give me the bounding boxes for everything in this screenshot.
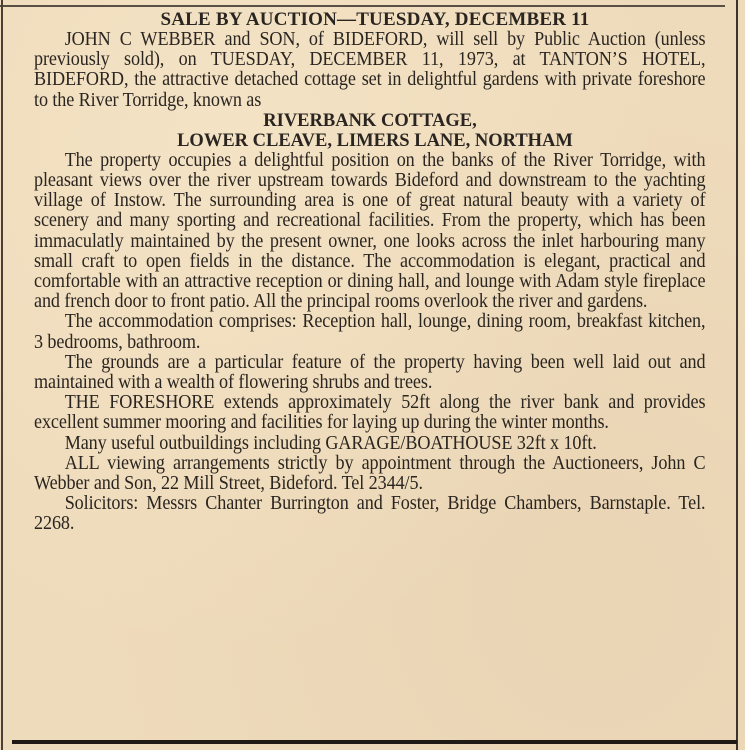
property-name: RIVERBANK COTTAGE, bbox=[263, 110, 477, 131]
left-border-rule bbox=[1, 0, 3, 750]
grounds-paragraph: The grounds are a particular feature of the property having been well laid out and maintained with a wealth of flowering shrubs and trees. bbox=[34, 351, 706, 394]
description-paragraph: The property occupies a delightful position on the banks of the River Torridge, with pleasant views over the river upstream towards Bideford and downstream to the yachting village of Instow. The surrounding area is one of great natural beauty with a variety of scenery and many sporting and recreational facilities. From the property, which has been immaculatly maintained by the present owner, one looks across the inlet harbouring many small craft to open fields in the distance. The accommodation is elegant, practical and comfortable with an attractive reception or dining hall, and lounge with Adam style fireplace and french door to front patio. All the principal rooms overlook the river and gardens. bbox=[34, 149, 706, 313]
headline: SALE BY AUCTION—TUESDAY, DECEMBER 11 bbox=[160, 9, 590, 30]
viewing-paragraph: ALL viewing arrangements strictly by appointment through the Auctioneers, John C Webber and Son, 22 Mill Street, Bideford. Tel 2344/5. bbox=[34, 452, 706, 495]
property-address: LOWER CLEAVE, LIMERS LANE, NORTHAM bbox=[177, 130, 573, 151]
foreshore-paragraph: THE FORESHORE extends approximately 52ft along the river bank and provides excellent summer mooring and facilities for laying up during the winter months. bbox=[34, 392, 706, 434]
right-border-rule bbox=[736, 0, 738, 750]
bottom-border-rule bbox=[12, 740, 737, 744]
outbuildings-paragraph: Many useful outbuildings including GARAGE/BOATHOUSE 32ft x 10ft. bbox=[64, 432, 597, 454]
solicitors-paragraph: Solicitors: Messrs Chanter Burrington and Foster, Bridge Chambers, Barnstaple. Tel. 2268. bbox=[34, 493, 706, 535]
intro-paragraph: JOHN C WEBBER and SON, of BIDEFORD, will sell by Public Auction (unless previously sold), on TUESDAY, DECEMBER 11, 1973, at TANTON’S HOTEL, BIDEFORD, the attractive detached cottage set in delightful gardens with private foreshore to the River Torridge, known as bbox=[34, 29, 706, 111]
top-border-rule bbox=[0, 5, 725, 7]
accommodation-paragraph: The accommodation comprises: Reception hall, lounge, dining room, breakfast kitchen, 3 bedrooms, bathroom. bbox=[34, 311, 706, 353]
notice-content bbox=[34, 10, 706, 535]
